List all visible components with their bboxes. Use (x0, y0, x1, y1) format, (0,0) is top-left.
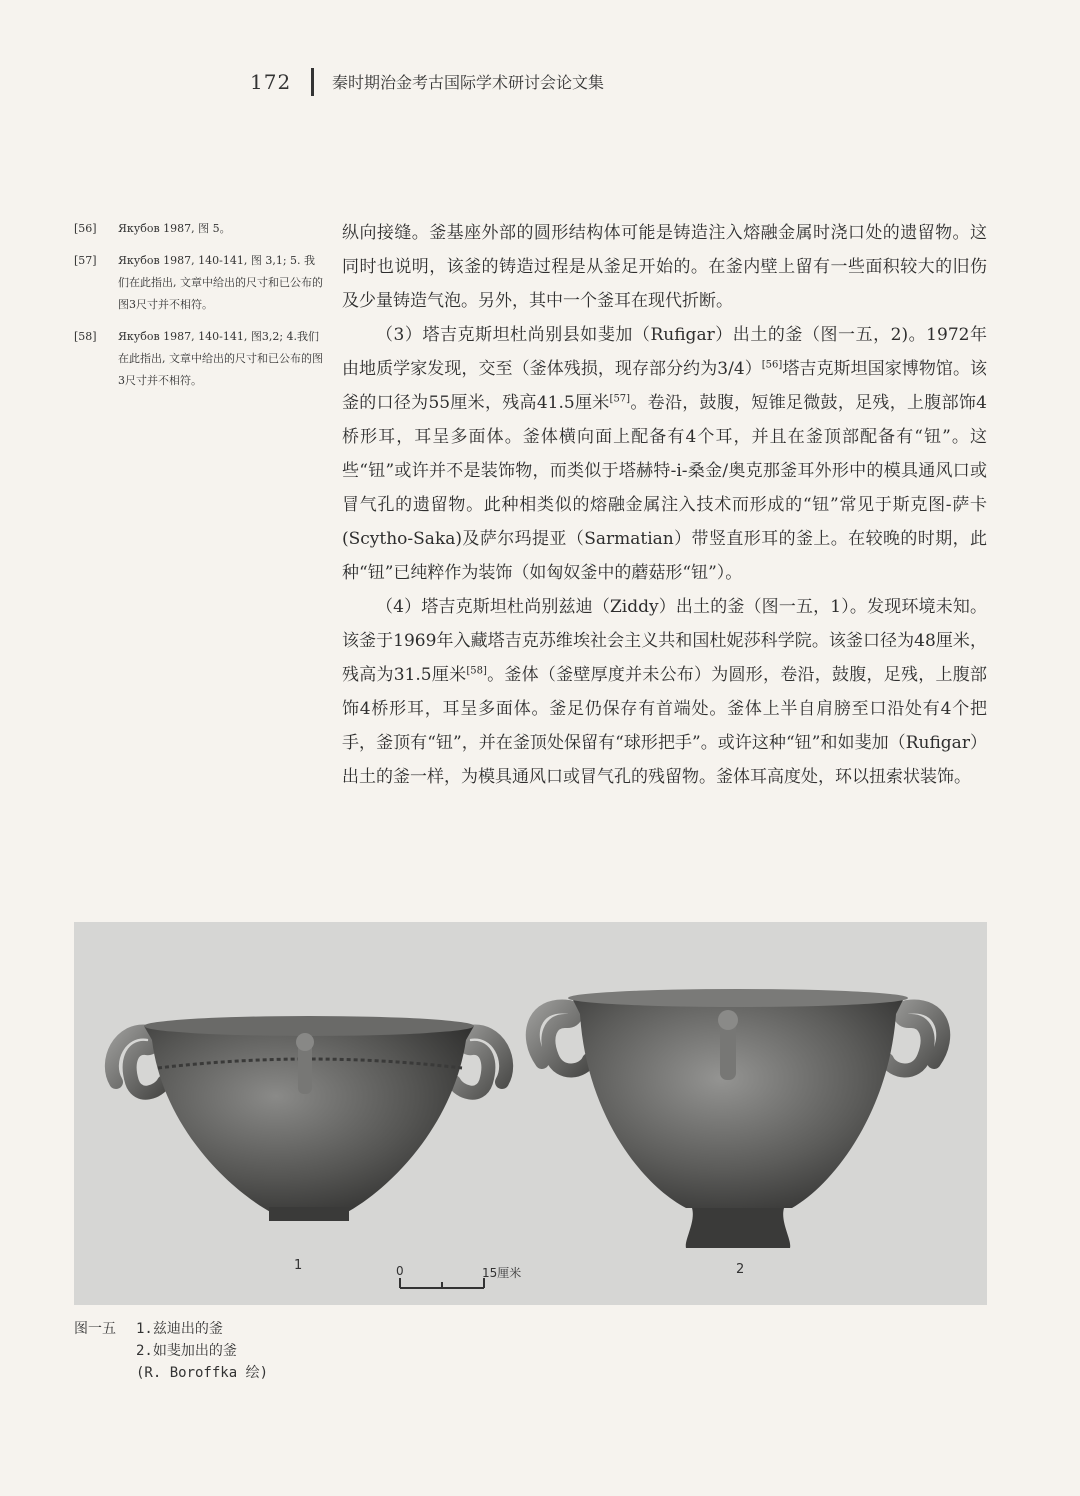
paragraph (342, 318, 987, 590)
figure-label-2: 2 (736, 1262, 745, 1277)
caption-item-1: 1.兹迪出的釜 (136, 1321, 223, 1337)
text-span: 。釜体（釜壁厚度并未公布）为圆形，卷沿，鼓腹，足残，上腹部饰4桥形耳，耳呈多面体。釜足仍保存有首端处。釜体上半自肩膀至口沿处有4个把手，釜顶有“钮”，并在釜顶处保留有“球形把手”。或许这种“钮”和如斐加（Rufigar）出土的釜一样，为模具通风口或冒气孔的残留物。釜体耳高度处，环以扭索状装饰。 (342, 665, 987, 787)
caption-credit: (R. Boroffka 绘) (136, 1365, 269, 1381)
main-text (342, 216, 987, 794)
footnotes (74, 218, 324, 402)
cauldron-drawing (74, 922, 987, 1305)
text-span: （3）塔吉克斯坦杜尚别县如斐加（Rufigar）出土的釜（图一五，2)。1972年由地质学家发现，交至（釜体残损，现存部分约为3/4） (342, 325, 987, 379)
scale-bar (400, 1278, 484, 1288)
figure-label-1: 1 (294, 1258, 303, 1273)
footnote-number: [56] (74, 222, 97, 235)
citation-ref: [57] (609, 393, 631, 405)
text-span: （4）塔吉克斯坦杜尚别兹迪（Ziddy）出土的釜（图一五，1）。发现环境未知。该釜于1969年入藏塔吉克苏维埃社会主义共和国杜妮莎科学院。该釜口径为48厘米，残高为31.5厘米 (342, 597, 987, 685)
caption-item-2: 2.如斐加出的釜 (136, 1343, 237, 1359)
footnote-text: Якубов 1987, 图 5。 (118, 222, 231, 235)
footnote (74, 218, 324, 240)
cauldron-figure (74, 922, 987, 1305)
footnote-number: [57] (74, 254, 97, 267)
page-header (0, 66, 1080, 106)
footnote-number: [58] (74, 330, 97, 343)
footnote-text: Якубов 1987, 140-141, 图3,2; 4.我们在此指出, 文章中给出的尺寸和已公布的图3尺寸并不相符。 (118, 330, 323, 387)
footnote (74, 326, 324, 392)
text-span: 。卷沿，鼓腹，短锥足微鼓，足残，上腹部饰4桥形耳，耳呈多面体。釜体横向面上配备有4个耳，并且在釜顶部配备有“钮”。这些“钮”或许并不是装饰物，而类似于塔赫特-i-桑金/奥克那釜耳外形中的模具通风口或冒气孔的遗留物。此种相类似的熔融金属注入技术而形成的“钮”常见于斯克图-萨卡(Scytho-Saka)及萨尔玛提亚（Sarmatian）带竖直形耳的釜上。在较晚的时期，此种“钮”已纯粹作为装饰（如匈奴釜中的蘑菇形“钮”）。 (342, 393, 987, 583)
running-title: 秦时期治金考古国际学术研讨会论文集 (332, 73, 605, 92)
page-number: 172 (250, 70, 292, 94)
cauldron-2 (533, 989, 943, 1248)
caption-prefix: 图一五 (74, 1321, 116, 1337)
header-divider (311, 68, 314, 96)
paragraph: 纵向接缝。釜基座外部的圆形结构体可能是铸造注入熔融金属时浇口处的遗留物。这同时也说明，该釜的铸造过程是从釜足开始的。在釜内壁上留有一些面积较大的旧伤及少量铸造气泡。另外，其中一个釜耳在现代折断。 (342, 223, 987, 311)
scale-end-label: 15厘米 (482, 1266, 522, 1280)
citation-ref: [56] (761, 359, 783, 371)
cauldron-1 (112, 1016, 506, 1221)
scale-start-label: 0 (396, 1264, 404, 1278)
footnote-text: Якубов 1987, 140-141, 图 3,1; 5. 我们在此指出, 文章中给出的尺寸和已公布的图3尺寸并不相符。 (118, 254, 323, 311)
figure-caption (74, 1318, 268, 1384)
footnote (74, 250, 324, 316)
caption-line (74, 1318, 268, 1340)
citation-ref: [58] (466, 665, 487, 677)
paragraph (342, 590, 987, 794)
text-span: 塔吉克斯坦国家博物馆。该釜的口径为55厘米，残高41.5厘米 (342, 359, 987, 413)
